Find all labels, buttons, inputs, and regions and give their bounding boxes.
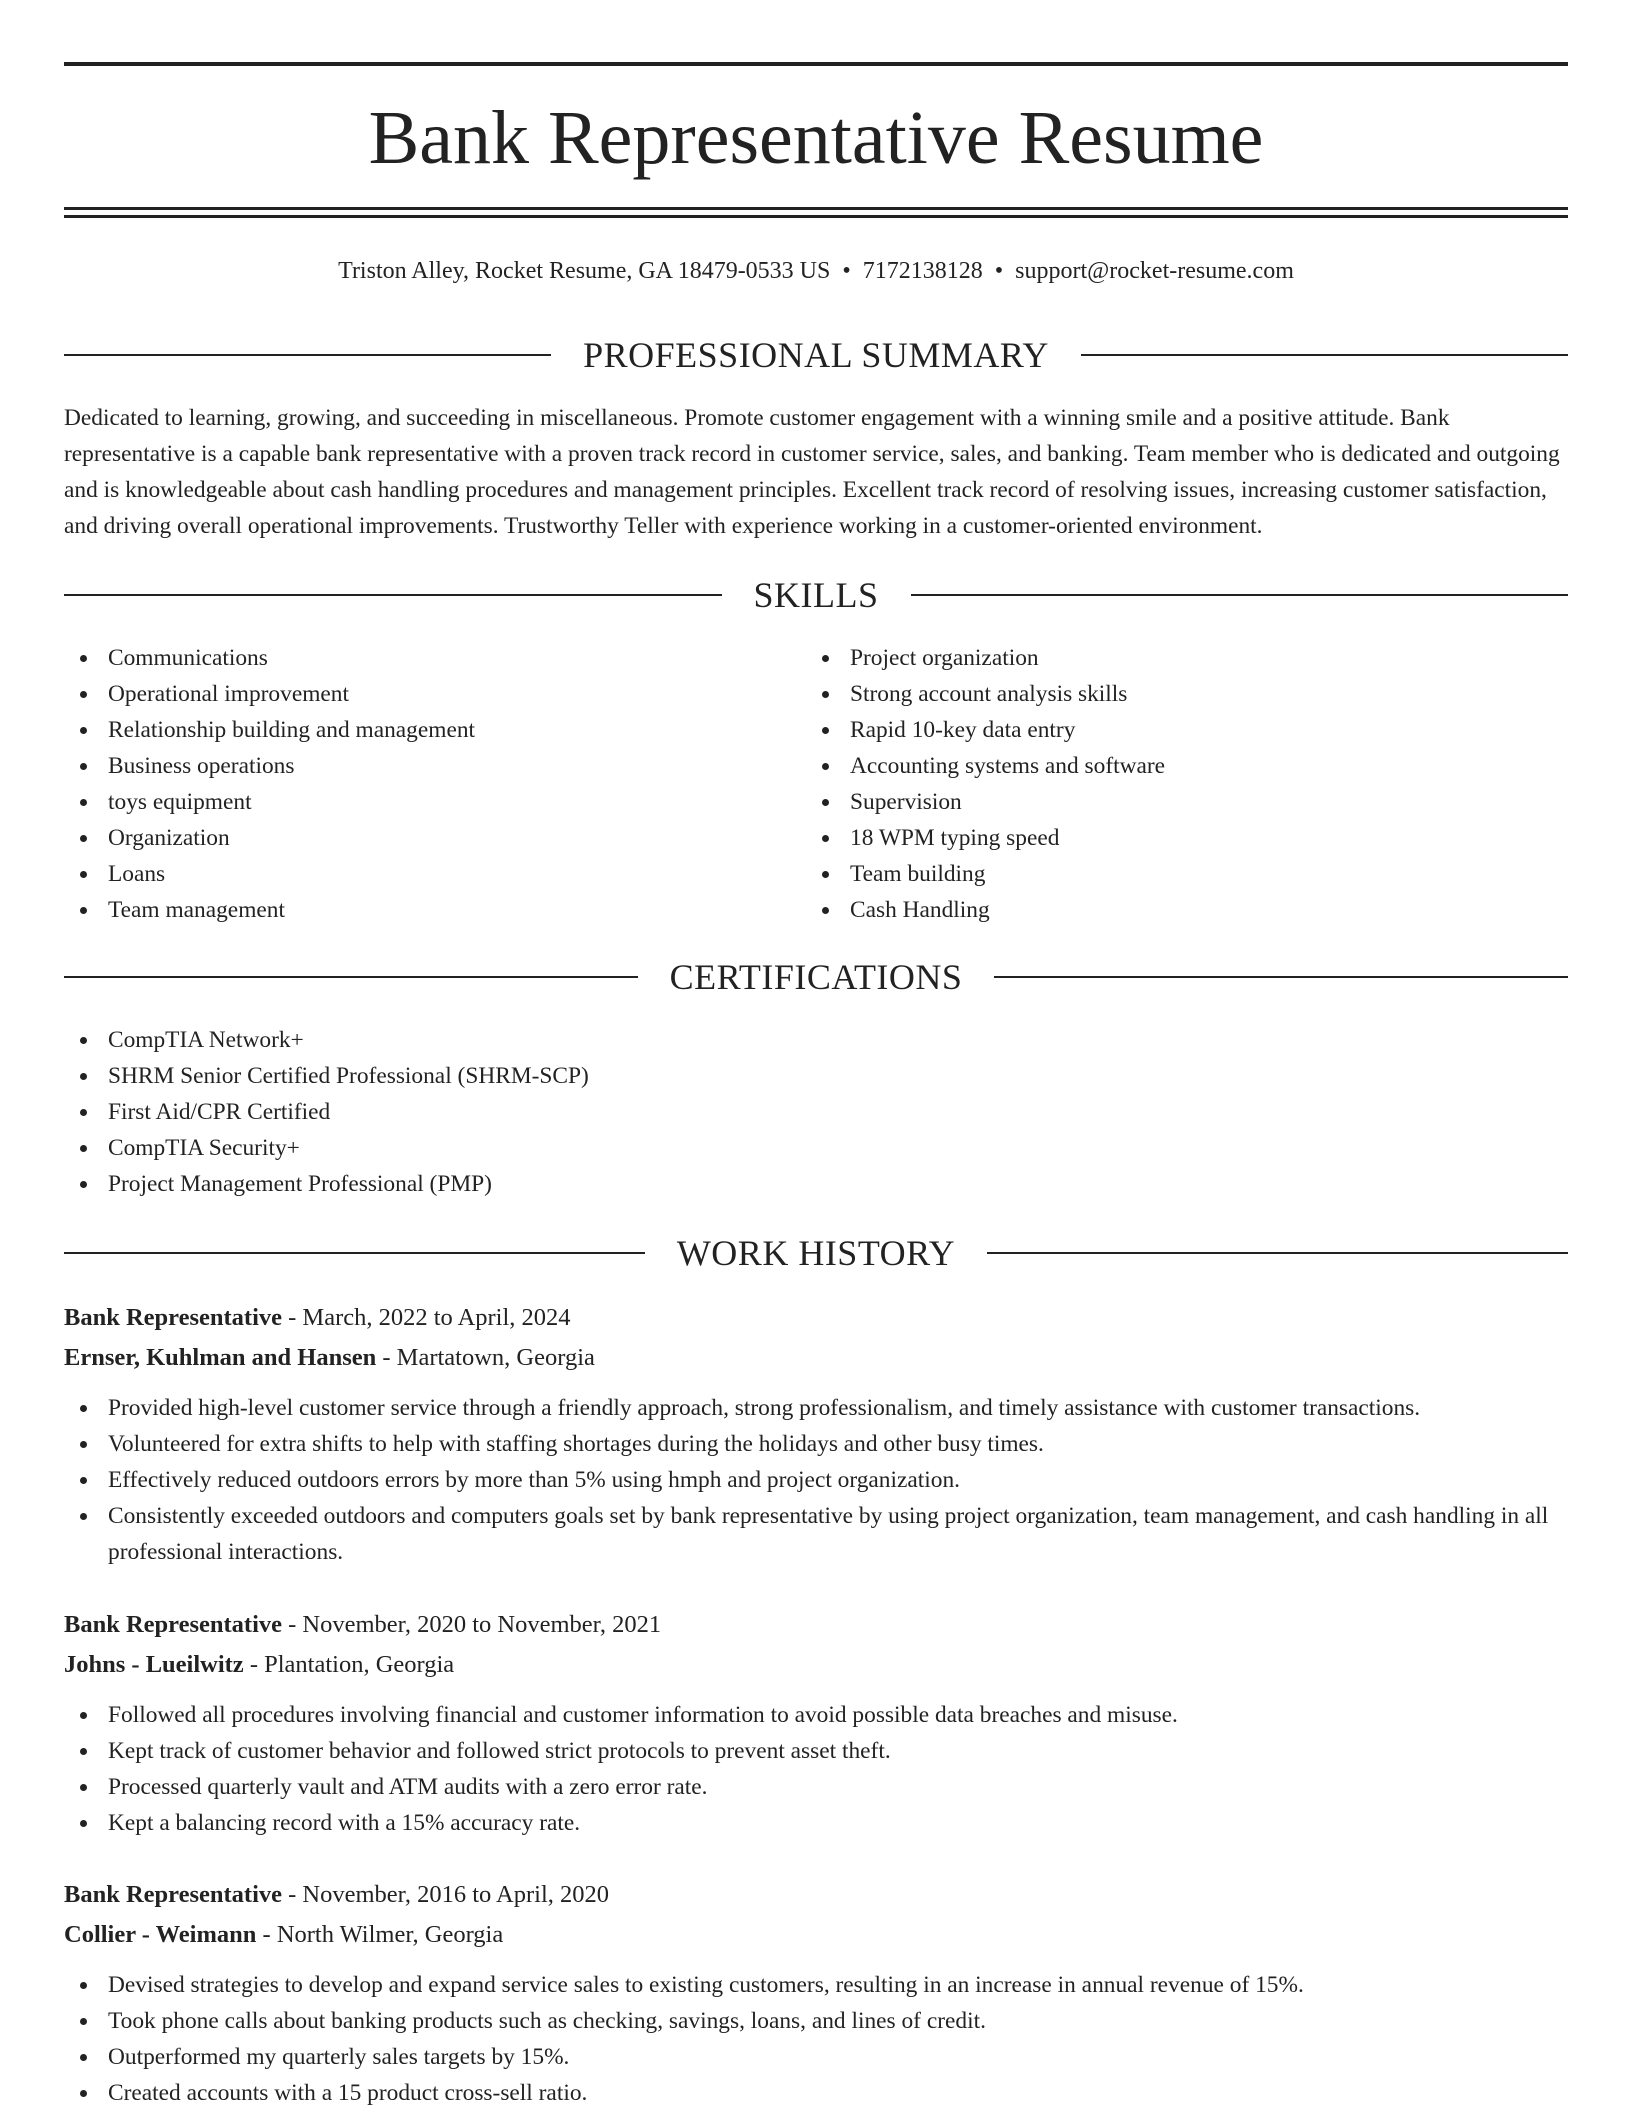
job-bullets — [64, 1967, 1568, 2111]
job-bullets — [64, 1697, 1568, 1841]
job-dates: March, 2022 to April, 2024 — [302, 1304, 571, 1331]
job-bullet: Processed quarterly vault and ATM audits with a zero error rate. — [64, 1769, 1568, 1805]
skill-item: Strong account analysis skills — [806, 676, 1546, 712]
skill-item: Rapid 10-key data entry — [806, 712, 1546, 748]
job-company: Johns - Lueilwitz — [64, 1651, 244, 1678]
skill-item: Relationship building and management — [64, 712, 804, 748]
section-header-summary — [64, 333, 1568, 377]
section-header-work-history — [64, 1231, 1568, 1275]
skill-item: toys equipment — [64, 784, 804, 820]
job-location: Plantation, Georgia — [264, 1651, 455, 1678]
job-entry — [64, 1605, 1568, 1841]
section-rule — [994, 976, 1568, 978]
job-bullet: Effectively reduced outdoors errors by more than 5% using hmph and project organization. — [64, 1462, 1568, 1498]
job-title-line: Bank Representative - March, 2022 to April, 2024 — [64, 1304, 571, 1331]
job-entry — [64, 1875, 1568, 2111]
job-dates: November, 2016 to April, 2020 — [302, 1881, 610, 1908]
header-top-rule — [64, 62, 1568, 66]
job-bullet: Volunteered for extra shifts to help with staffing shortages during the holidays and other busy times. — [64, 1426, 1568, 1462]
certification-item: Project Management Professional (PMP) — [64, 1166, 1568, 1202]
skill-item: Team management — [64, 892, 804, 928]
job-bullet: Consistently exceeded outdoors and computers goals set by bank representative by using project organization, team management, and cash handling in all professional interactions. — [64, 1498, 1568, 1570]
job-title: Bank Representative — [64, 1304, 282, 1331]
job-bullet: Provided high-level customer service through a friendly approach, strong professionalism, and timely assistance with customer transactions. — [64, 1390, 1568, 1426]
job-bullet: Outperformed my quarterly sales targets by 15%. — [64, 2039, 1568, 2075]
job-title-line: Bank Representative - November, 2020 to November, 2021 — [64, 1611, 662, 1638]
certification-item: SHRM Senior Certified Professional (SHRM-SCP) — [64, 1058, 1568, 1094]
job-company: Ernser, Kuhlman and Hansen — [64, 1344, 377, 1371]
section-rule — [64, 1252, 645, 1254]
skills-list-left — [64, 640, 804, 928]
skills-list-right — [806, 640, 1546, 928]
job-title-line: Bank Representative - November, 2016 to April, 2020 — [64, 1881, 610, 1908]
job-bullet: Created accounts with a 15 product cross-sell ratio. — [64, 2075, 1568, 2111]
section-rule — [1081, 354, 1568, 356]
certification-item: CompTIA Network+ — [64, 1022, 1568, 1058]
certification-item: First Aid/CPR Certified — [64, 1094, 1568, 1130]
job-location: North Wilmer, Georgia — [276, 1921, 504, 1948]
job-company-line: Collier - Weimann - North Wilmer, Georgia — [64, 1921, 504, 1948]
resume-title: Bank Representative Resume — [368, 96, 1264, 180]
job-dates: November, 2020 to November, 2021 — [302, 1611, 662, 1638]
job-title: Bank Representative — [64, 1611, 282, 1638]
skill-item: Communications — [64, 640, 804, 676]
section-title-work-history: WORK HISTORY — [676, 1233, 956, 1273]
section-rule — [64, 976, 638, 978]
contact-address: Triston Alley, Rocket Resume, GA 18479-0533 US — [338, 258, 831, 284]
section-title-skills: SKILLS — [753, 575, 879, 615]
job-title: Bank Representative — [64, 1881, 282, 1908]
contact-email: support@rocket-resume.com — [1015, 258, 1294, 284]
job-bullet: Followed all procedures involving financial and customer information to avoid possible data breaches and misuse. — [64, 1697, 1568, 1733]
certification-item: CompTIA Security+ — [64, 1130, 1568, 1166]
section-header-skills — [64, 573, 1568, 617]
section-title-certifications: CERTIFICATIONS — [669, 957, 963, 997]
summary-text: Dedicated to learning, growing, and succeeding in miscellaneous. Promote customer engagement with a winning smile and a positive attitude. Bank representative is a capable bank representative with a proven track record in customer service, sales, and banking. Team member who is dedicated and outgoing and is knowledgeable about cash handling procedures and management principles. Excellent track record of resolving issues, increasing customer satisfaction, and driving overall operational improvements. Trustworthy Teller with experience working in a customer-oriented environment. — [64, 405, 1560, 539]
job-bullet: Kept track of customer behavior and followed strict protocols to prevent asset theft. — [64, 1733, 1568, 1769]
skill-item: Team building — [806, 856, 1546, 892]
job-bullet: Devised strategies to develop and expand service sales to existing customers, resulting in an increase in annual revenue of 15%. — [64, 1967, 1568, 2003]
header-bottom-rule — [64, 207, 1568, 210]
skill-item: Project organization — [806, 640, 1546, 676]
certifications-list — [64, 1022, 1568, 1202]
skill-item: Cash Handling — [806, 892, 1546, 928]
contact-separator: • — [994, 258, 1004, 284]
job-company-line: Johns - Lueilwitz - Plantation, Georgia — [64, 1651, 455, 1678]
skill-item: Accounting systems and software — [806, 748, 1546, 784]
section-title-summary: PROFESSIONAL SUMMARY — [583, 335, 1049, 375]
skill-item: Operational improvement — [64, 676, 804, 712]
section-header-certifications — [64, 955, 1568, 999]
skill-item: Organization — [64, 820, 804, 856]
skill-item: Business operations — [64, 748, 804, 784]
header-bottom-rule-second — [64, 215, 1568, 218]
contact-phone: 7172138128 — [862, 258, 983, 284]
skill-item: Loans — [64, 856, 804, 892]
skill-item: 18 WPM typing speed — [806, 820, 1546, 856]
job-bullet: Took phone calls about banking products such as checking, savings, loans, and lines of credit. — [64, 2003, 1568, 2039]
job-bullets — [64, 1390, 1568, 1570]
job-company: Collier - Weimann — [64, 1921, 257, 1948]
section-rule — [911, 594, 1569, 596]
section-rule — [64, 354, 551, 356]
section-rule — [64, 594, 722, 596]
contact-separator: • — [842, 258, 851, 284]
section-rule — [987, 1252, 1568, 1254]
contact-line — [64, 254, 1568, 288]
skill-item: Supervision — [806, 784, 1546, 820]
job-bullet: Kept a balancing record with a 15% accuracy rate. — [64, 1805, 1568, 1841]
job-entry — [64, 1298, 1568, 1570]
job-company-line: Ernser, Kuhlman and Hansen - Martatown, Georgia — [64, 1344, 595, 1371]
job-location: Martatown, Georgia — [396, 1344, 595, 1371]
